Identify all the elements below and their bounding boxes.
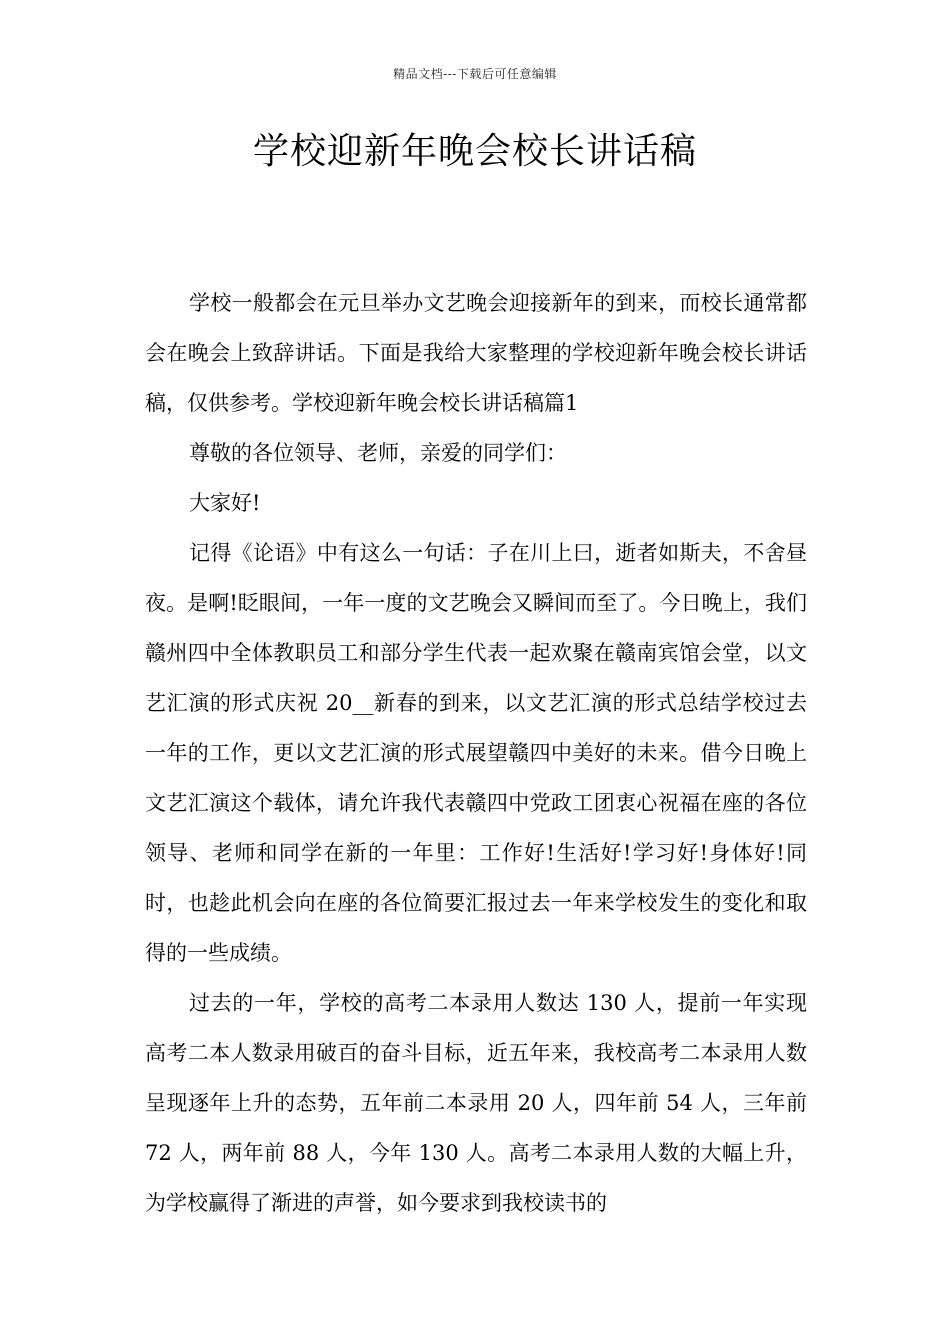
- document-body: [145, 278, 807, 1228]
- paragraph-greeting: 大家好!: [189, 491, 261, 515]
- header-note: 精品文档---下载后可任意编辑: [393, 67, 557, 81]
- document-title: 学校迎新年晚会校长讲话稿: [252, 131, 697, 172]
- paragraph-analects: 记得《论语》中有这么一句话：子在川上曰，逝者如斯夫，不舍昼夜。是啊!眨眼间，一年一度的文艺晚会又瞬间而至了。今日晚上，我们赣州四中全体教职员工和部分学生代表一起欢聚在赣南宾馆会堂，以文艺汇演的形式庆祝 20__新春的到来，以文艺汇演的形式总结学校过去一年的工作，更以文艺汇演的形式展望赣四中美好的未来。借今日晚上文艺汇演这个载体，请允许我代表赣四中党政工团衷心祝福在座的各位领导、老师和同学在新的一年里：工作好!生活好!学习好!身体好!同时，也趁此机会向在座的各位简要汇报过去一年来学校发生的变化和取得的一些成绩。: [145, 541, 807, 965]
- paragraph-intro: 学校一般都会在元旦举办文艺晚会迎接新年的到来，而校长通常都会在晚会上致辞讲话。下面是我给大家整理的学校迎新年晚会校长讲话稿，仅供参考。学校迎新年晚会校长讲话稿篇1: [145, 291, 807, 415]
- paragraph-salutation: 尊敬的各位领导、老师，亲爱的同学们：: [189, 441, 567, 465]
- paragraph-achievements: 过去的一年，学校的高考二本录用人数达 130 人，提前一年实现高考二本人数录用破百的奋斗目标，近五年来，我校高考二本录用人数呈现逐年上升的态势，五年前二本录用 20 人，四年前 54 人，三年前72 人，两年前 88 人，今年 130 人。高考二本录用人数的大幅上升，为学校赢得了渐进的声誉，如今要求到我校读书的: [145, 991, 807, 1215]
